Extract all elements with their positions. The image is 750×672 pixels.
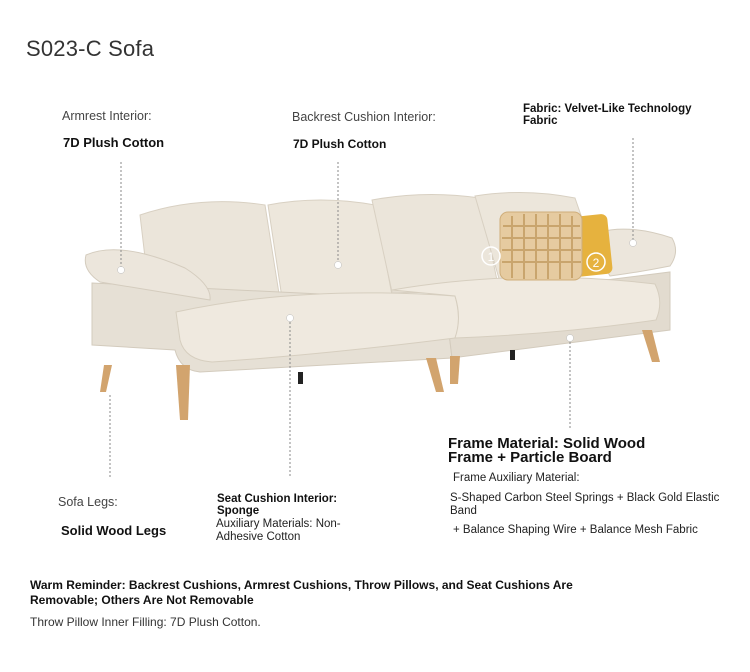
armrest-value: 7D Plush Cotton bbox=[63, 135, 165, 150]
filling-note: Throw Pillow Inner Filling: 7D Plush Cotton. bbox=[30, 615, 261, 629]
legs-label: Sofa Legs: bbox=[58, 495, 118, 509]
leg-black-1 bbox=[298, 372, 303, 384]
seat-aux-text: Auxiliary Materials: Non-Adhesive Cotton bbox=[216, 518, 341, 543]
leg-front-left bbox=[100, 365, 112, 392]
backrest-dot bbox=[335, 262, 342, 269]
backrest-label: Backrest Cushion Interior: bbox=[292, 110, 436, 124]
armrest-label: Armrest Interior: bbox=[62, 109, 152, 123]
leg-back-mid bbox=[450, 356, 460, 384]
leg-right bbox=[642, 330, 660, 362]
marker-one: 1 bbox=[487, 250, 495, 264]
frame-material-title: Frame Material: Solid Wood Frame + Particle Board bbox=[448, 435, 646, 466]
armrest-dot bbox=[118, 267, 125, 274]
page-title: S023-C Sofa bbox=[26, 36, 155, 61]
leg-black-2 bbox=[510, 350, 515, 360]
seat-cushion-label: Seat Cushion Interior: Sponge bbox=[217, 493, 338, 517]
frame-aux-label: Frame Auxiliary Material: bbox=[453, 472, 580, 484]
backrest-value: 7D Plush Cotton bbox=[293, 137, 387, 151]
frame-aux-line1: S-Shaped Carbon Steel Springs + Black Gold Elastic Band bbox=[450, 492, 720, 517]
fabric-text: Fabric: Velvet-Like Technology Fabric bbox=[523, 103, 692, 127]
warm-reminder: Warm Reminder: Backrest Cushions, Armrest Cushions, Throw Pillows, and Seat Cushions Are Removable; Others Are Not Removable bbox=[30, 578, 573, 607]
back-cushion-2 bbox=[268, 200, 392, 301]
frame-aux-line2: + Balance Shaping Wire + Balance Mesh Fabric bbox=[453, 524, 698, 536]
legs-value: Solid Wood Legs bbox=[61, 523, 167, 538]
seat-dot bbox=[287, 315, 294, 322]
fabric-dot bbox=[630, 240, 637, 247]
leg-front-mid-left bbox=[176, 365, 190, 420]
marker-two: 2 bbox=[592, 256, 600, 270]
leg-front-mid-right bbox=[426, 358, 444, 392]
frame-dot bbox=[567, 335, 574, 342]
